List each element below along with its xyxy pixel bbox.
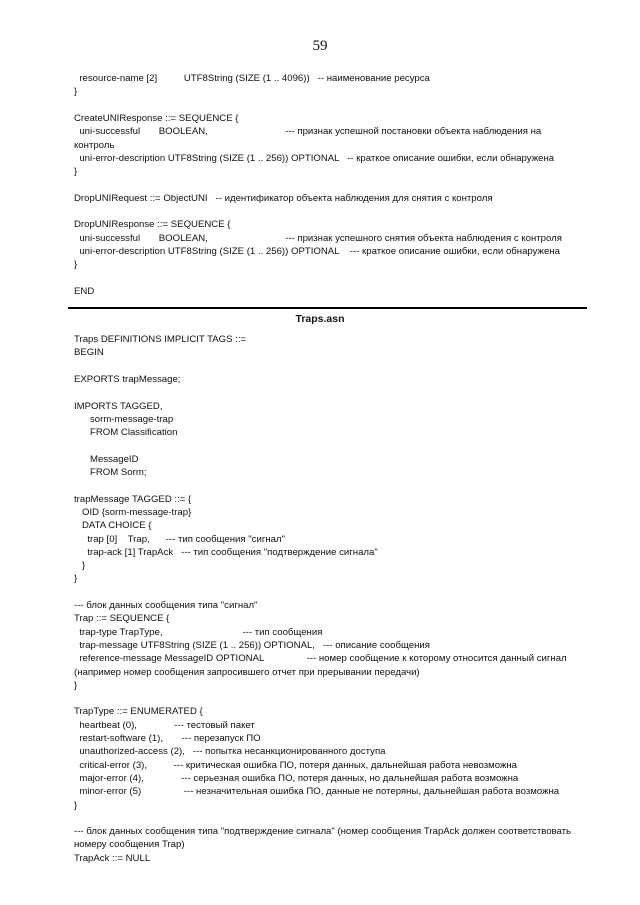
code-line: BEGIN bbox=[74, 347, 104, 359]
code-line: } bbox=[74, 679, 78, 691]
code-line: trap-type TrapType, --- тип сообщения bbox=[74, 626, 323, 638]
code-line: unauthorized-access (2), --- попытка несанкционированного доступа bbox=[74, 746, 386, 758]
code-line: DropUNIRequest ::= ObjectUNI -- идентификатор объекта наблюдения для снятия с контроля bbox=[74, 192, 493, 204]
code-line: IMPORTS TAGGED, bbox=[74, 400, 163, 412]
code-line: uni-successful BOOLEAN, --- признак успешной постановки объекта наблюдения на bbox=[74, 126, 542, 138]
code-line: sorm-message-trap bbox=[74, 413, 174, 425]
code-line: CreateUNIResponse ::= SEQUENCE { bbox=[74, 112, 239, 124]
code-line: trap-ack [1] TrapAck --- тип сообщения "подтверждение сигнала" bbox=[74, 546, 378, 558]
code-line: EXPORTS trapMessage; bbox=[74, 373, 181, 385]
code-line: uni-error-description UTF8String (SIZE (1 .. 256)) OPTIONAL --- краткое описание ошибки, если обнаружена bbox=[74, 245, 560, 257]
code-line: resource-name [2] UTF8String (SIZE (1 .. 4096)) -- наименование ресурса bbox=[74, 73, 430, 84]
code-line: heartbeat (0), --- тестовый пакет bbox=[74, 719, 255, 731]
code-line: major-error (4), --- серьезная ошибка ПО, потеря данных, но дальнейшая работа возможна bbox=[74, 772, 519, 784]
code-line: (например номер сообщения запросившего отчет при прерывании передачи) bbox=[74, 666, 420, 678]
code-line: TrapAck ::= NULL bbox=[74, 852, 151, 864]
code-line: trapMessage TAGGED ::= { bbox=[74, 493, 192, 505]
code-line: minor-error (5) --- незначительная ошибка ПО, данные не потеряны, дальнейшая работа возможна bbox=[74, 786, 560, 798]
code-line: trap-message UTF8String (SIZE (1 .. 256)) OPTIONAL, --- описание сообщения bbox=[74, 639, 430, 651]
code-line: DATA CHOICE { bbox=[74, 520, 152, 532]
code-line: uni-error-description UTF8String (SIZE (1 .. 256)) OPTIONAL -- краткое описание ошибки, если обнаружена bbox=[74, 152, 555, 164]
code-line: trap [0] Trap, --- тип сообщения "сигнал" bbox=[74, 533, 285, 545]
code-line: контроль bbox=[74, 139, 115, 151]
code-line: restart-software (1), --- перезапуск ПО bbox=[74, 733, 261, 744]
section-title: Traps.asn bbox=[295, 313, 345, 325]
code-line: --- блок данных сообщения типа "подтверждение сигнала" (номер сообщения TrapAck должен соответствовать bbox=[74, 826, 572, 838]
code-line: номеру сообщения Trap) bbox=[74, 839, 185, 851]
code-line: MessageID bbox=[74, 453, 139, 465]
code-line: } bbox=[74, 166, 78, 178]
code-line: DropUNIResponse ::= SEQUENCE { bbox=[74, 219, 231, 231]
code-line: END bbox=[74, 285, 95, 297]
code-line: OID {sorm-message-trap} bbox=[74, 506, 192, 518]
code-line: critical-error (3), --- критическая ошибка ПО, потеря данных, дальнейшая работа невозможна bbox=[74, 759, 517, 771]
page-number: 59 bbox=[312, 38, 328, 54]
code-line: FROM Classification bbox=[74, 427, 178, 439]
code-line: FROM Sorm; bbox=[74, 467, 147, 478]
code-line: --- блок данных сообщения типа "сигнал" bbox=[74, 600, 258, 611]
code-line: TrapType ::= ENUMERATED { bbox=[74, 706, 203, 718]
code-line: } bbox=[74, 799, 78, 811]
section-divider bbox=[68, 307, 587, 309]
code-line: } bbox=[74, 259, 78, 271]
code-line: } bbox=[74, 573, 78, 585]
code-line: Traps DEFINITIONS IMPLICIT TAGS ::= bbox=[74, 334, 247, 345]
code-line: } bbox=[74, 86, 78, 98]
code-line: reference-message MessageID OPTIONAL --- номер сообщение к которому относится данный сигнал bbox=[74, 653, 567, 665]
code-line: } bbox=[74, 560, 86, 572]
code-line: Trap ::= SEQUENCE { bbox=[74, 613, 170, 625]
code-line: uni-successful BOOLEAN, --- признак успешного снятия объекта наблюдения с контроля bbox=[74, 232, 562, 244]
